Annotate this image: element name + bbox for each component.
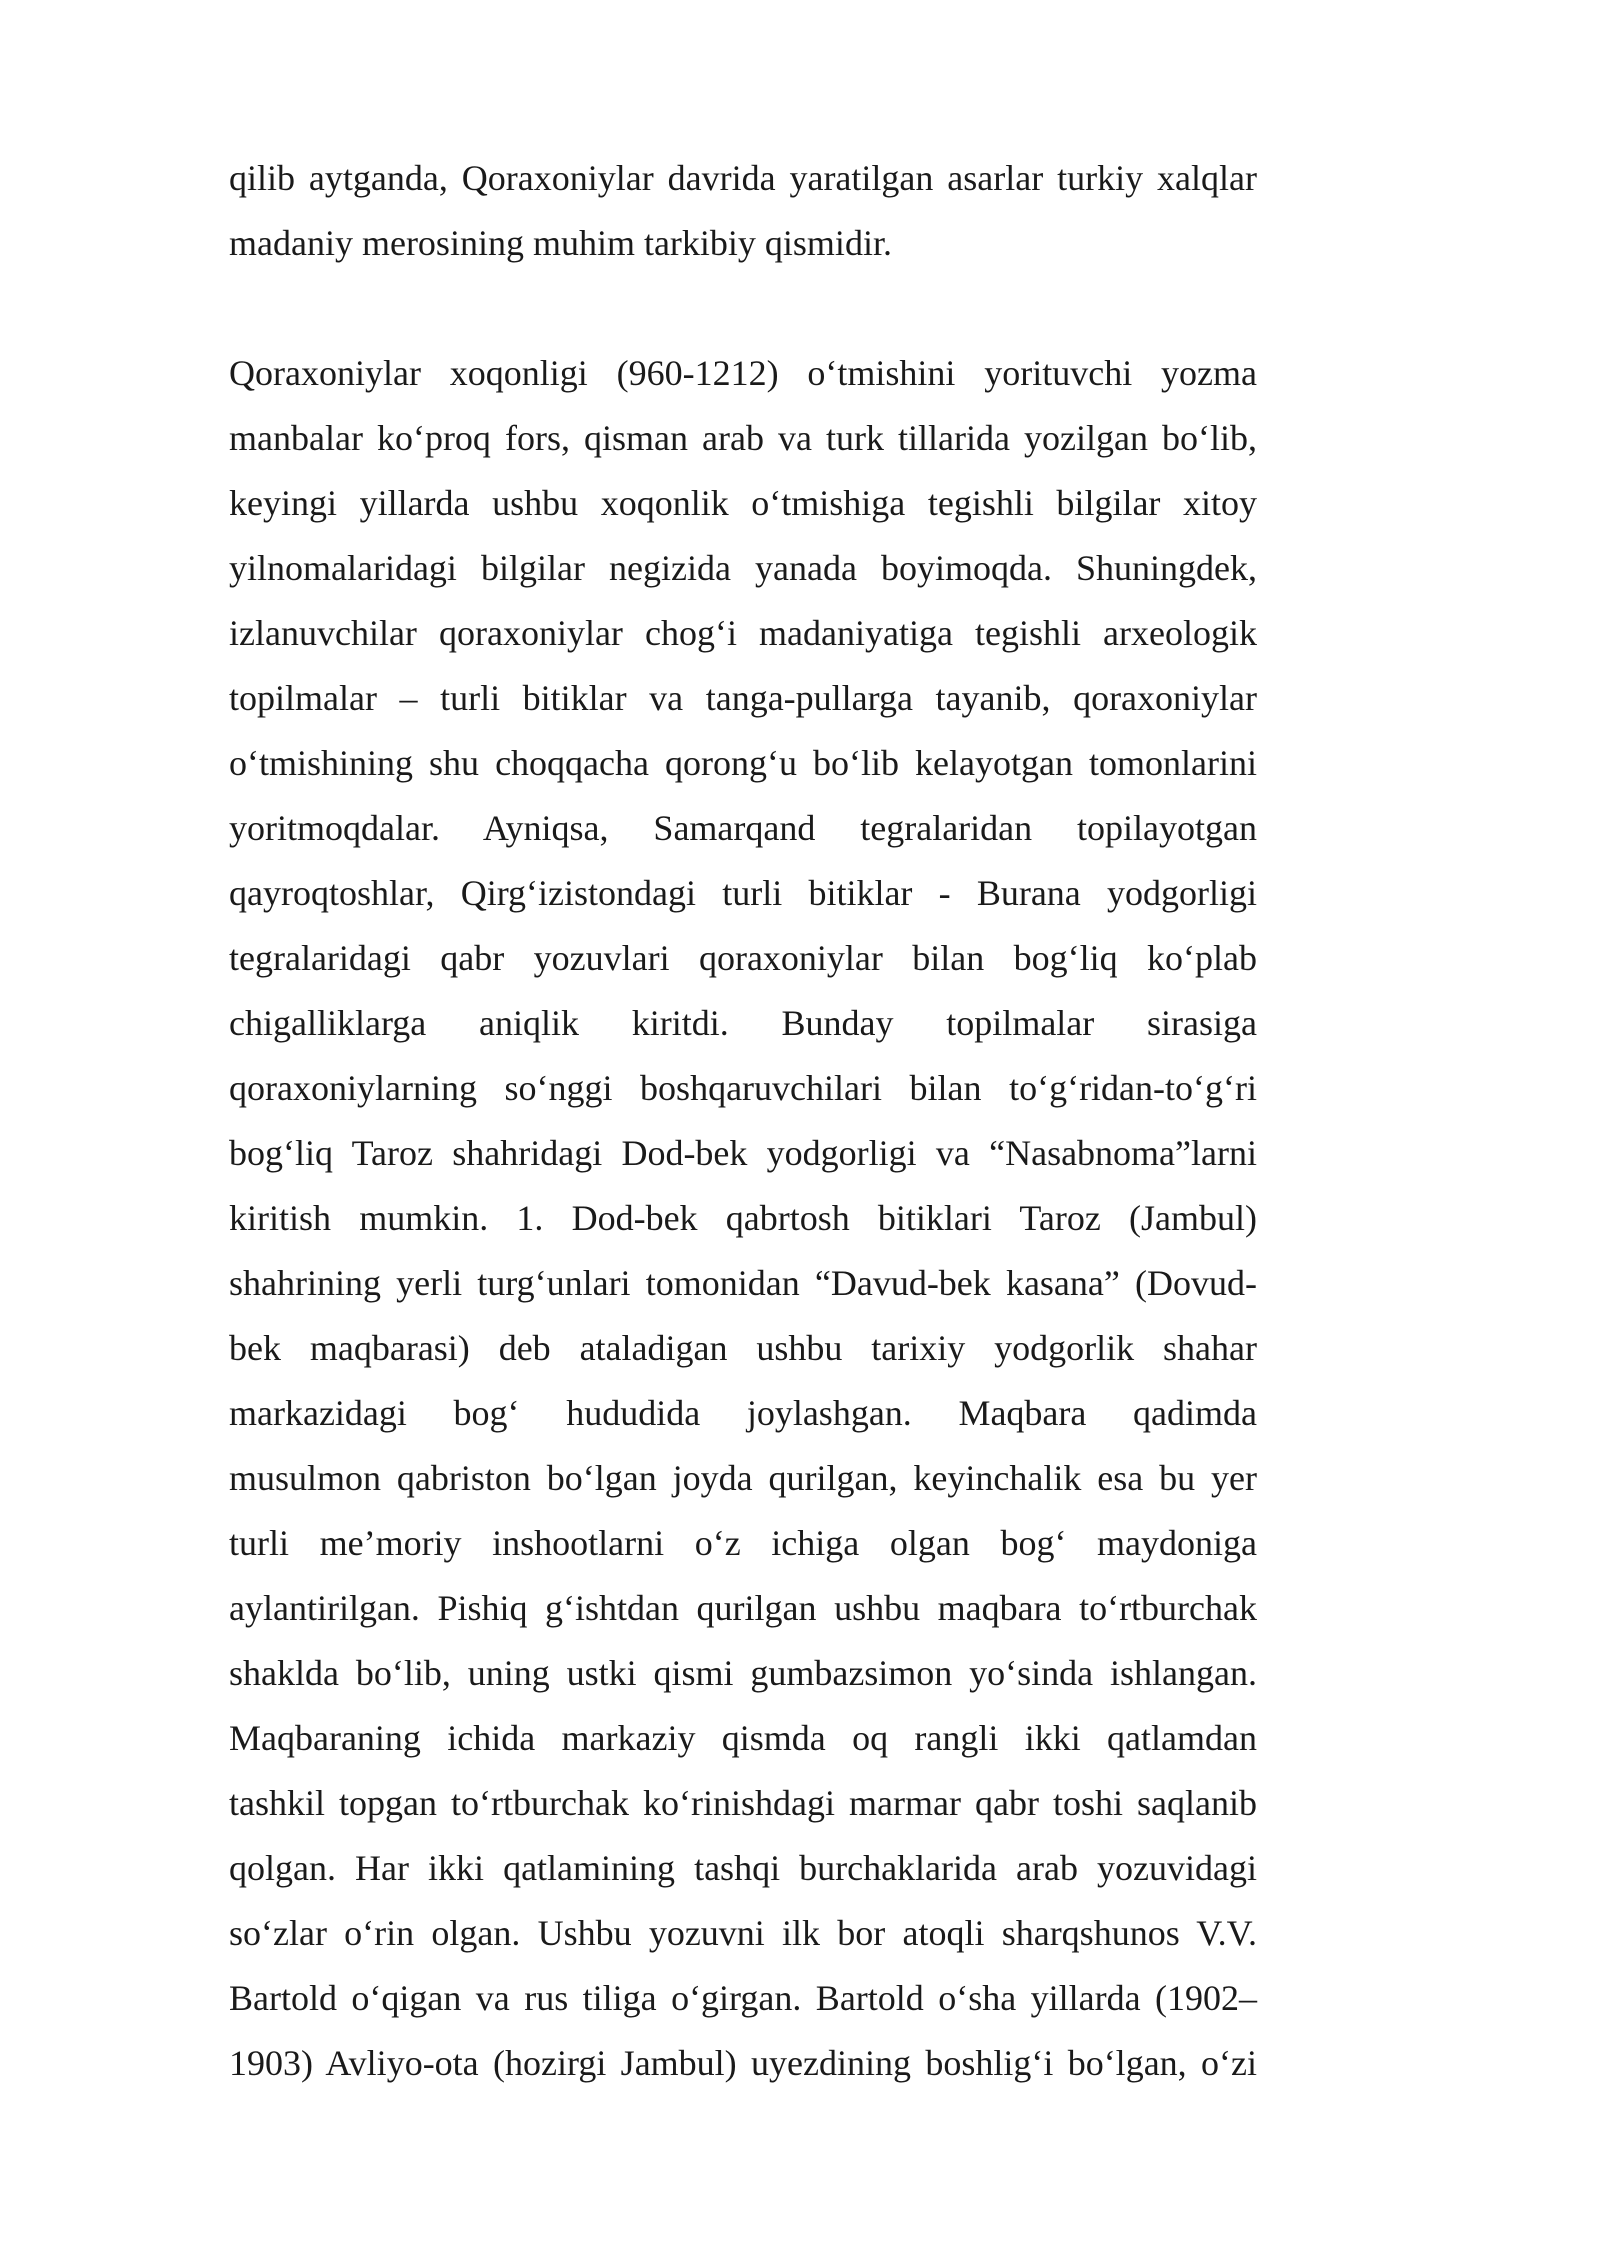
text-line: turli me’moriy inshootlarni o‘z ichiga olgan bog‘ maydoniga xyxy=(229,1523,1257,1563)
text-line: qilib aytganda, Qoraxoniylar davrida yaratilgan asarlar turkiy xalqlar xyxy=(229,158,1257,198)
text-line: qoraxoniylarning so‘nggi boshqaruvchilari bilan to‘g‘ridan-to‘g‘ri xyxy=(229,1068,1257,1108)
text-line: markazidagi bog‘ hududida joylashgan. Maqbara qadimda xyxy=(229,1393,1257,1433)
text-line: keyingi yillarda ushbu xoqonlik o‘tmishiga tegishli bilgilar xitoy xyxy=(229,483,1257,523)
text-line: bek maqbarasi) deb ataladigan ushbu tarixiy yodgorlik shahar xyxy=(229,1328,1257,1368)
text-line: musulmon qabriston bo‘lgan joyda qurilgan, keyinchalik esa bu yer xyxy=(229,1458,1257,1498)
text-line: yoritmoqdalar. Ayniqsa, Samarqand tegralaridan topilayotgan xyxy=(229,808,1257,848)
text-line: Qoraxoniylar xoqonligi (960-1212) o‘tmishini yorituvchi yozma xyxy=(229,353,1257,393)
text-line: kiritish mumkin. 1. Dod-bek qabrtosh bitiklari Taroz (Jambul) xyxy=(229,1198,1257,1238)
text-line: tashkil topgan to‘rtburchak ko‘rinishdagi marmar qabr toshi saqlanib xyxy=(229,1783,1257,1823)
text-line: bog‘liq Taroz shahridagi Dod-bek yodgorligi va “Nasabnoma”larni xyxy=(229,1133,1257,1173)
text-line: topilmalar – turli bitiklar va tanga-pullarga tayanib, qoraxoniylar xyxy=(229,678,1257,718)
text-line: 1903) Avliyo-ota (hozirgi Jambul) uyezdining boshlig‘i bo‘lgan, o‘zi xyxy=(229,2043,1257,2083)
text-line: aylantirilgan. Pishiq g‘ishtdan qurilgan ushbu maqbara to‘rtburchak xyxy=(229,1588,1257,1628)
text-line: o‘tmishining shu choqqacha qorong‘u bo‘lib kelayotgan tomonlarini xyxy=(229,743,1257,783)
text-line: madaniy merosining muhim tarkibiy qismidir. xyxy=(229,223,892,263)
body-text xyxy=(229,146,1257,2096)
text-line: Bartold o‘qigan va rus tiliga o‘girgan. Bartold o‘sha yillarda (1902– xyxy=(229,1978,1257,2018)
text-line: yilnomalaridagi bilgilar negizida yanada boyimoqda. Shuningdek, xyxy=(229,548,1257,588)
text-line: Maqbaraning ichida markaziy qismda oq rangli ikki qatlamdan xyxy=(229,1718,1257,1758)
text-line: shahrining yerli turg‘unlari tomonidan “Davud-bek kasana” (Dovud- xyxy=(229,1263,1257,1303)
text-line: shaklda bo‘lib, uning ustki qismi gumbazsimon yo‘sinda ishlangan. xyxy=(229,1653,1257,1693)
text-line: so‘zlar o‘rin olgan. Ushbu yozuvni ilk bor atoqli sharqshunos V.V. xyxy=(229,1913,1257,1953)
text-line: tegralaridagi qabr yozuvlari qoraxoniylar bilan bog‘liq ko‘plab xyxy=(229,938,1257,978)
text-line: qolgan. Har ikki qatlamining tashqi burchaklarida arab yozuvidagi xyxy=(229,1848,1257,1888)
text-line: manbalar ko‘proq fors, qisman arab va turk tillarida yozilgan bo‘lib, xyxy=(229,418,1257,458)
text-line: izlanuvchilar qoraxoniylar chog‘i madaniyatiga tegishli arxeologik xyxy=(229,613,1257,653)
text-line: qayroqtoshlar, Qirg‘izistondagi turli bitiklar - Burana yodgorligi xyxy=(229,873,1257,913)
text-line: chigalliklarga aniqlik kiritdi. Bunday topilmalar sirasiga xyxy=(229,1003,1257,1043)
paragraph-2 xyxy=(229,341,1257,2096)
paragraph-1 xyxy=(229,146,1257,276)
